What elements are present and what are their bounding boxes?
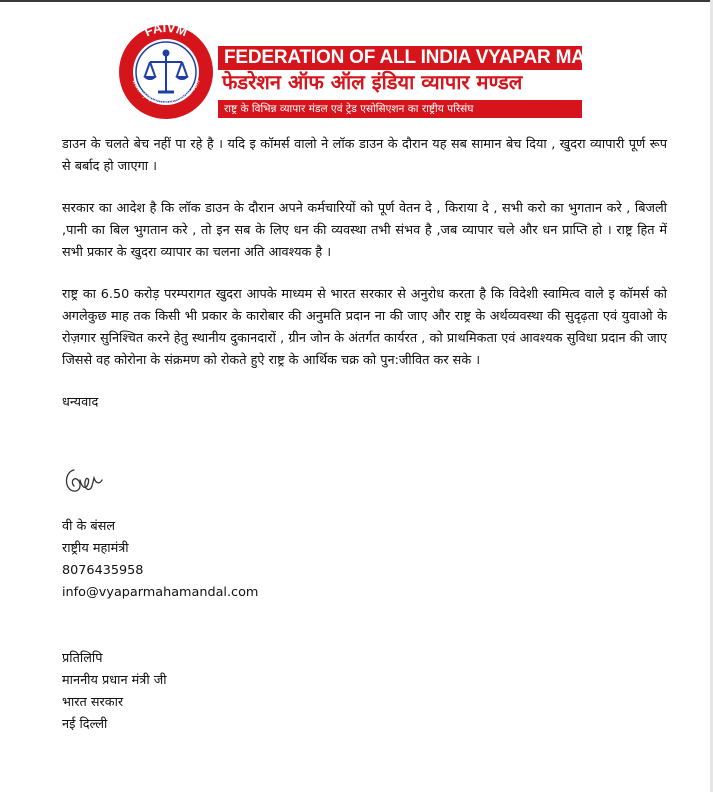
org-name-english: FEDERATION OF ALL INDIA VYAPAR MANDAL (218, 46, 582, 70)
body-paragraph-1: डाउन के चलते बेच नहीं पा रहे है । यदि इ कॉमर्स वालो ने लॉक डाउन के दौरान यह सब सामान बेच दिया , खुदरा व्यापारी पूर्ण रूप से बर्बाद हो जाएगा । (62, 137, 667, 174)
page-top-rule (0, 0, 713, 2)
signatory-email: info@vyaparmahamandal.com (62, 585, 259, 600)
letterhead (112, 22, 637, 122)
body-paragraph-2: सरकार का आदेश है कि लॉक डाउन के दौरान अपने कर्मचारियों को पूर्ण वेतन दे , किराया दे , सभी करो का भुगतान करे , बिजली ,पानी का बिल भुगतान करे , तो इन सब के लिए धन की व्यवस्था तभी संभव है ,जब व्यापार चले और धन प्राप्ति हो । राष्ट्र हित में सभी प्रकार के खुदरा व्यापार का चलना अति आवश्यक है । (62, 201, 667, 260)
signatory-designation: राष्ट्रीय महामंत्री (62, 541, 129, 556)
body-paragraph-3: राष्ट्र का 6.50 करोड़ परम्परागत खुदरा आपके माध्यम से भारत सरकार से अनुरोध करता है कि विदेशी स्वामित्व वाले इ कॉमर्स को अगलेकुछ माह तक किसी भी प्रकार के कारोबार की अनुमति प्रदान ना की जाए और राष्ट्र के अर्थव्यवस्था की सुदृढ़ता एवं युवाओ के रोज़गार सुनिश्चित करने हेतु स्थानीय दुकानदारों , ग्रीन जोन के अंतर्गत कार्यरत , को प्राथमिकता एवं आवश्यक सुविधा प्रदान की जाए जिससे वह कोरोना के संक्रमण को रोकते हुऐ राष्ट्र के आर्थिक चक्र को पुन:जीवित कर सके । (62, 287, 667, 368)
sign-off: धन्यवाद (62, 395, 99, 410)
faivm-logo (112, 22, 220, 122)
org-tagline: राष्ट्र के विभिन्न व्यापार मंडल एवं ट्रेड एसोसिएशन का राष्ट्रीय परिसंघ (218, 100, 582, 118)
copy-to-line-3: नई दिल्ली (62, 717, 108, 732)
signatory-name: वी के बंसल (62, 519, 116, 534)
copy-to-line-2: भारत सरकार (62, 695, 124, 710)
copy-to-heading: प्रतिलिपि (62, 651, 103, 666)
org-name-hindi: फेडरेशन ऑफ ऑल इंडिया व्यापार मण्डल (222, 70, 523, 94)
signatory-phone: 8076435958 (62, 563, 144, 578)
copy-to-line-1: माननीय प्रधान मंत्री जी (62, 673, 167, 688)
letter-body (62, 134, 667, 414)
copy-to-block (62, 648, 167, 736)
logo-ring-text: FAIVM (142, 22, 190, 40)
logo-ring-url: www.vyaparmahamandal.com (130, 78, 202, 107)
handwritten-signature (60, 458, 108, 498)
signatory-block (62, 516, 258, 604)
